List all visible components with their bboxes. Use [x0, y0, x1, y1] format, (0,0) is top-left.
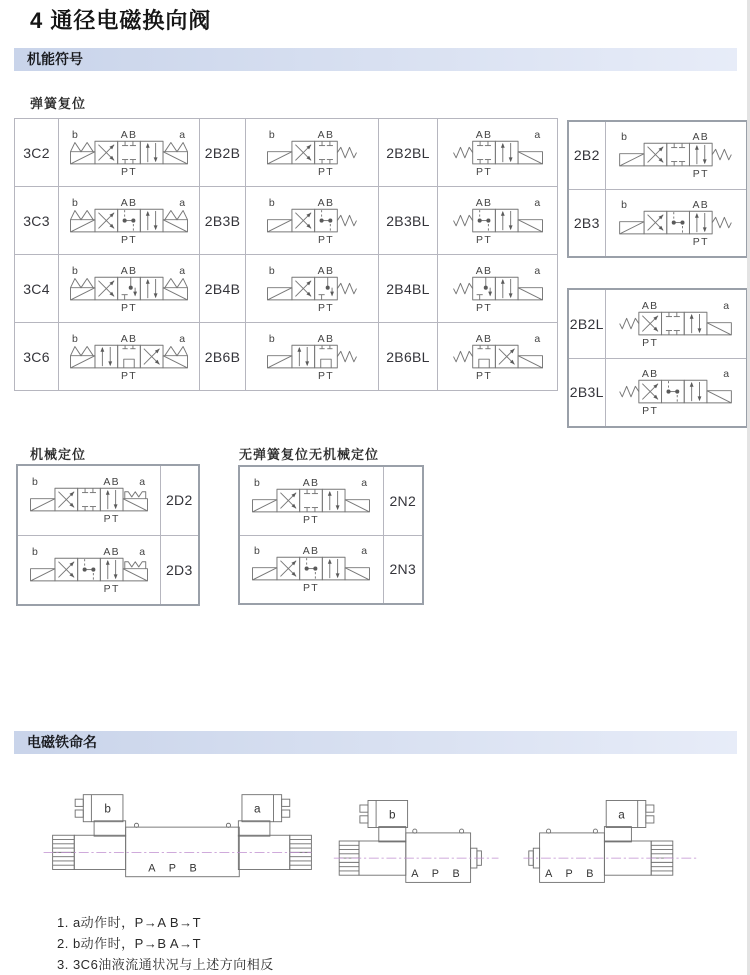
valve-symbol-2B3L — [612, 368, 739, 416]
solenoid-valve-outline — [332, 787, 530, 895]
valve-code: 2B3L — [568, 358, 605, 427]
svg-text:b: b — [268, 129, 275, 141]
valve-symbol-2D3 — [23, 546, 155, 594]
svg-text:AB: AB — [302, 477, 320, 489]
valve-code: 2B3 — [568, 189, 605, 257]
svg-text:AB: AB — [120, 129, 138, 141]
svg-text:a: a — [179, 265, 186, 277]
svg-text:b: b — [389, 808, 396, 822]
svg-text:a: a — [723, 300, 730, 312]
svg-text:PT: PT — [475, 302, 492, 313]
svg-text:a: a — [533, 333, 540, 345]
section-header-function-symbols — [14, 48, 737, 71]
valve-code: 2B4B — [200, 255, 246, 323]
svg-text:a: a — [179, 197, 186, 209]
svg-text:AB: AB — [317, 197, 335, 209]
svg-text:AB: AB — [302, 546, 320, 558]
valve-code: 3C2 — [15, 119, 59, 187]
note-item: 2. b动作时，P→B A→T — [57, 936, 202, 951]
valve-symbol-cell — [59, 119, 200, 187]
note-item: 1. a动作时，P→A B→T — [57, 915, 202, 930]
svg-text:AB: AB — [317, 129, 335, 141]
svg-text:a: a — [179, 129, 186, 141]
svg-text:PT: PT — [121, 370, 137, 381]
svg-text:A P B: A P B — [148, 862, 203, 875]
valve-code: 2B2BL — [379, 119, 438, 187]
valve-symbol-2B4BL — [446, 265, 550, 313]
valve-symbol-cell — [438, 187, 558, 255]
valve-symbol-2B6B — [260, 333, 364, 381]
valve-symbol-3C2 — [63, 129, 195, 177]
valve-symbol-2N3 — [245, 545, 377, 593]
svg-text:PT: PT — [693, 169, 710, 180]
valve-symbol-3C6 — [63, 333, 195, 381]
svg-text:PT: PT — [475, 234, 492, 245]
valve-symbol-2B2BL — [446, 129, 550, 177]
svg-text:b: b — [268, 265, 275, 277]
svg-text:PT: PT — [317, 302, 334, 313]
svg-text:PT: PT — [303, 514, 320, 525]
valve-symbol-cell — [438, 323, 558, 391]
svg-text:PT: PT — [103, 514, 120, 525]
note-item: 3. 3C6油液流通状况与上述方向相反 — [57, 957, 274, 972]
svg-text:AB: AB — [120, 333, 138, 345]
valve-symbol-2B2L — [612, 300, 739, 348]
svg-text:b: b — [621, 199, 628, 211]
valve-symbol-2B2 — [612, 131, 739, 179]
svg-text:AB: AB — [120, 197, 138, 209]
svg-text:PT: PT — [317, 370, 334, 381]
valve-code: 2B2B — [200, 119, 246, 187]
svg-text:a: a — [139, 477, 145, 489]
svg-text:AB: AB — [475, 333, 492, 345]
valve-code: 2B3B — [200, 187, 246, 255]
valve-symbol-cell — [239, 535, 383, 604]
section-title-function-symbols: 机能符号 — [27, 51, 83, 67]
svg-text:PT: PT — [103, 583, 120, 594]
valve-code: 2B6BL — [379, 323, 438, 391]
valve-symbol-cell — [605, 289, 747, 358]
svg-text:b: b — [71, 265, 78, 277]
svg-text:PT: PT — [642, 337, 659, 348]
valve-symbol-3C3 — [63, 197, 195, 245]
svg-text:PT: PT — [121, 166, 137, 177]
valve-code: 2N2 — [383, 466, 423, 535]
svg-text:AB: AB — [103, 477, 120, 489]
svg-text:A P B: A P B — [411, 868, 466, 880]
svg-text:a: a — [361, 477, 368, 489]
solenoid-valve-outline — [40, 781, 315, 894]
svg-text:b: b — [71, 129, 78, 141]
valve-symbol-2B2B — [260, 129, 364, 177]
table-spring-return-right-top — [567, 120, 748, 258]
svg-text:AB: AB — [317, 265, 335, 277]
svg-text:AB: AB — [642, 369, 659, 381]
valve-symbol-cell — [59, 255, 200, 323]
valve-symbol-cell — [438, 119, 558, 187]
svg-text:PT: PT — [642, 406, 659, 417]
svg-text:PT: PT — [303, 583, 320, 594]
svg-text:PT: PT — [475, 166, 492, 177]
svg-text:b: b — [254, 546, 261, 558]
notes-list — [57, 912, 274, 975]
valve-code: 2B3BL — [379, 187, 438, 255]
svg-text:b: b — [268, 197, 275, 209]
valve-symbol-2B3BL — [446, 197, 550, 245]
svg-text:PT: PT — [121, 234, 137, 245]
drawing-single-solenoid-right-valve — [518, 787, 716, 900]
valve-symbol-cell — [17, 465, 160, 535]
svg-text:AB: AB — [475, 129, 492, 141]
drawing-double-solenoid-valve — [40, 781, 315, 899]
valve-symbol-2N2 — [245, 477, 377, 525]
drawing-single-solenoid-left-valve — [332, 787, 530, 900]
label-no-spring-no-detent: 无弹簧复位无机械定位 — [239, 447, 380, 462]
svg-text:PT: PT — [317, 166, 334, 177]
valve-symbol-cell — [246, 323, 379, 391]
svg-text:AB: AB — [120, 265, 138, 277]
valve-code: 3C6 — [15, 323, 59, 391]
valve-code: 3C3 — [15, 187, 59, 255]
valve-symbol-2B3 — [612, 199, 739, 247]
table-spring-return-right-bottom — [567, 288, 748, 428]
valve-symbol-cell — [59, 323, 200, 391]
svg-text:AB: AB — [103, 546, 120, 558]
valve-symbol-cell — [246, 187, 379, 255]
valve-code: 2B2L — [568, 289, 605, 358]
table-spring-return-main — [14, 118, 558, 391]
svg-text:PT: PT — [693, 236, 710, 247]
svg-text:b: b — [104, 802, 111, 816]
valve-symbol-cell — [246, 255, 379, 323]
svg-text:b: b — [71, 333, 78, 345]
solenoid-valve-outline — [518, 787, 716, 895]
svg-text:a: a — [618, 808, 625, 822]
valve-symbol-2B6BL — [446, 333, 550, 381]
valve-symbol-2B4B — [260, 265, 364, 313]
svg-text:b: b — [31, 477, 38, 489]
table-mechanical-detent — [16, 464, 200, 606]
valve-symbol-cell — [605, 121, 747, 189]
valve-code: 2D3 — [160, 535, 199, 605]
valve-code: 2N3 — [383, 535, 423, 604]
label-mechanical-detent: 机械定位 — [30, 447, 87, 462]
svg-text:PT: PT — [475, 370, 492, 381]
valve-symbol-cell — [605, 358, 747, 427]
valve-symbol-cell — [438, 255, 558, 323]
svg-text:a: a — [139, 546, 145, 558]
svg-text:AB: AB — [475, 197, 492, 209]
valve-symbol-3C4 — [63, 265, 195, 313]
valve-symbol-cell — [239, 466, 383, 535]
svg-text:a: a — [361, 546, 368, 558]
valve-code: 3C4 — [15, 255, 59, 323]
valve-symbol-cell — [246, 119, 379, 187]
svg-text:b: b — [254, 477, 261, 489]
svg-text:b: b — [621, 132, 628, 144]
valve-symbol-2B3B — [260, 197, 364, 245]
valve-symbol-cell — [605, 189, 747, 257]
section-header-solenoid-naming — [14, 731, 737, 754]
section-title-solenoid-naming: 电磁铁命名 — [27, 734, 97, 750]
svg-text:AB: AB — [317, 333, 335, 345]
svg-text:a: a — [533, 129, 540, 141]
svg-text:A P B: A P B — [545, 868, 599, 880]
svg-text:a: a — [254, 802, 261, 816]
svg-text:PT: PT — [317, 234, 334, 245]
valve-symbol-2D2 — [23, 476, 155, 524]
valve-code: 2B6B — [200, 323, 246, 391]
svg-text:AB: AB — [475, 265, 492, 277]
svg-text:b: b — [71, 197, 78, 209]
page-title: 4 通径电磁换向阀 — [30, 8, 212, 33]
valve-code: 2B4BL — [379, 255, 438, 323]
svg-text:AB: AB — [692, 199, 710, 211]
label-spring-return: 弹簧复位 — [30, 96, 87, 111]
svg-text:AB: AB — [692, 132, 710, 144]
valve-code: 2B2 — [568, 121, 605, 189]
svg-text:a: a — [179, 333, 186, 345]
valve-symbol-cell — [59, 187, 200, 255]
svg-text:PT: PT — [121, 302, 137, 313]
svg-text:a: a — [533, 197, 540, 209]
table-no-spring-no-detent — [238, 465, 424, 605]
svg-text:a: a — [533, 265, 540, 277]
svg-text:AB: AB — [642, 300, 659, 312]
valve-symbol-cell — [17, 535, 160, 605]
svg-text:b: b — [31, 546, 38, 558]
valve-code: 2D2 — [160, 465, 199, 535]
svg-text:a: a — [723, 369, 730, 381]
svg-text:b: b — [268, 333, 275, 345]
